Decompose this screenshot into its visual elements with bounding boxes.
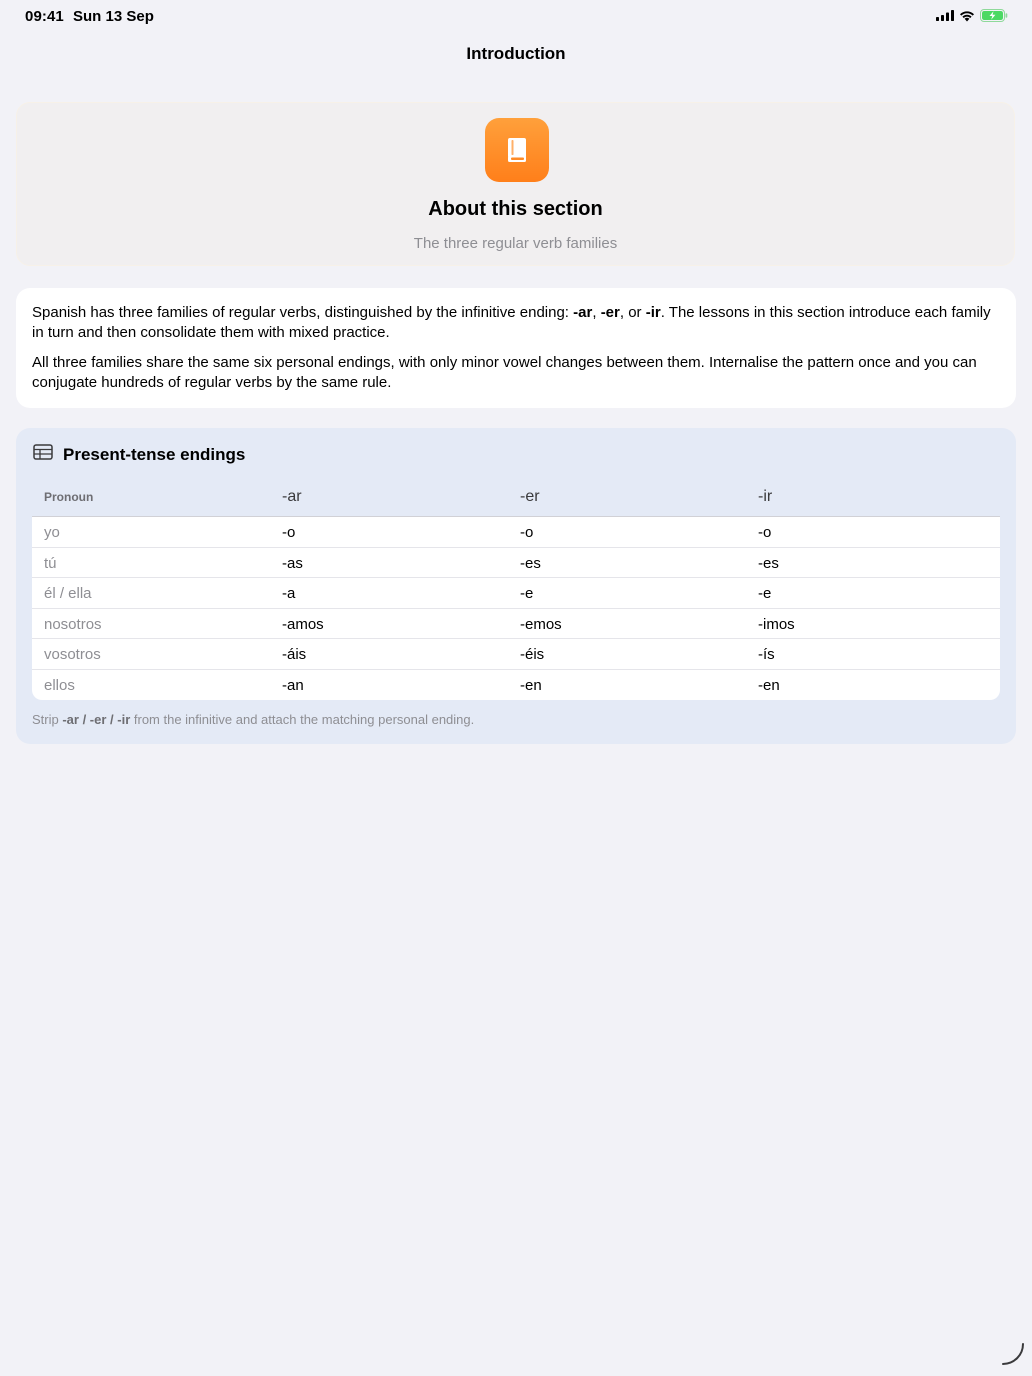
intro-separator: , — [592, 304, 601, 321]
note-text: Strip — [32, 712, 63, 727]
ending-cell-ir: -es — [758, 554, 779, 572]
endings-title: Present-tense endings — [63, 444, 246, 464]
ending-cell-ir: -e — [758, 585, 772, 602]
intro-paragraph-2: All three families share the same six personal endings, with only minor vowel changes between them. Internalise the pattern once and you can conjugate hundreds of regular verbs by the same rule. — [32, 354, 977, 391]
resize-handle-icon[interactable] — [1000, 1339, 1028, 1372]
section-title: About this section — [428, 198, 603, 220]
ending-cell-er: -éis — [520, 646, 545, 663]
ending-ar: -ar — [573, 304, 593, 321]
note-endings: -ar / -er / -ir — [62, 712, 131, 727]
endings-header — [33, 444, 245, 465]
ending-cell-ar: -a — [282, 585, 296, 602]
column-header-pronoun: Pronoun — [44, 490, 94, 504]
intro-text: Spanish has three families of regular verbs, distinguished by the infinitive ending: — [32, 304, 574, 321]
pronoun-cell: nosotros — [44, 615, 102, 633]
ending-er: -er — [600, 304, 620, 321]
table-icon — [33, 444, 53, 465]
table-row — [32, 578, 1000, 609]
pronoun-cell: yo — [44, 524, 60, 541]
table-row — [32, 517, 1000, 548]
ending-cell-ir: -en — [758, 676, 780, 694]
status-bar — [0, 0, 1032, 32]
intro-card — [16, 288, 1016, 408]
book-icon — [485, 118, 549, 182]
table-row — [32, 639, 1000, 670]
status-time: 09:41 — [25, 8, 64, 25]
battery-charging-icon — [980, 9, 1008, 22]
status-icons — [936, 9, 1008, 22]
column-header-ir: -ir — [758, 488, 773, 505]
pronoun-cell: él / ella — [44, 585, 92, 602]
wifi-icon — [959, 10, 975, 22]
nav-title: Introduction — [466, 44, 566, 63]
status-date: Sun 13 Sep — [73, 8, 154, 25]
section-header-card — [16, 102, 1015, 266]
endings-card — [16, 428, 1016, 744]
pronoun-cell: tú — [44, 554, 57, 572]
table-row — [32, 670, 1000, 701]
note-text: from the infinitive and attach the matching personal ending. — [130, 712, 475, 727]
pronoun-cell: ellos — [44, 676, 75, 694]
ending-cell-ar: -amos — [282, 615, 324, 633]
ending-cell-ar: -an — [282, 676, 304, 694]
column-header-ar: -ar — [282, 488, 302, 505]
ending-cell-er: -es — [520, 554, 541, 572]
endings-note — [32, 712, 474, 727]
ending-cell-ar: -áis — [282, 646, 307, 663]
table-row — [32, 609, 1000, 640]
ending-cell-er: -emos — [520, 615, 562, 633]
intro-paragraph-1 — [32, 303, 1000, 343]
ending-ir: -ir — [645, 304, 661, 321]
ending-cell-ir: -o — [758, 524, 772, 541]
endings-table — [32, 516, 1000, 700]
ending-cell-ir: -ís — [758, 646, 775, 663]
ending-cell-ir: -imos — [758, 615, 795, 633]
ending-cell-er: -o — [520, 524, 534, 541]
ending-cell-ar: -o — [282, 524, 296, 541]
section-subtitle: The three regular verb families — [413, 235, 618, 252]
column-header-er: -er — [520, 488, 540, 505]
table-row — [32, 548, 1000, 579]
ending-cell-ar: -as — [282, 554, 303, 572]
cellular-signal-icon — [936, 10, 954, 21]
intro-text: . The lessons in this section introduce each family in turn and then consolidate them with mixed practice. — [32, 304, 991, 341]
ending-cell-er: -en — [520, 676, 542, 694]
pronoun-cell: vosotros — [44, 646, 101, 663]
intro-separator: , or — [619, 304, 646, 321]
ending-cell-er: -e — [520, 585, 534, 602]
